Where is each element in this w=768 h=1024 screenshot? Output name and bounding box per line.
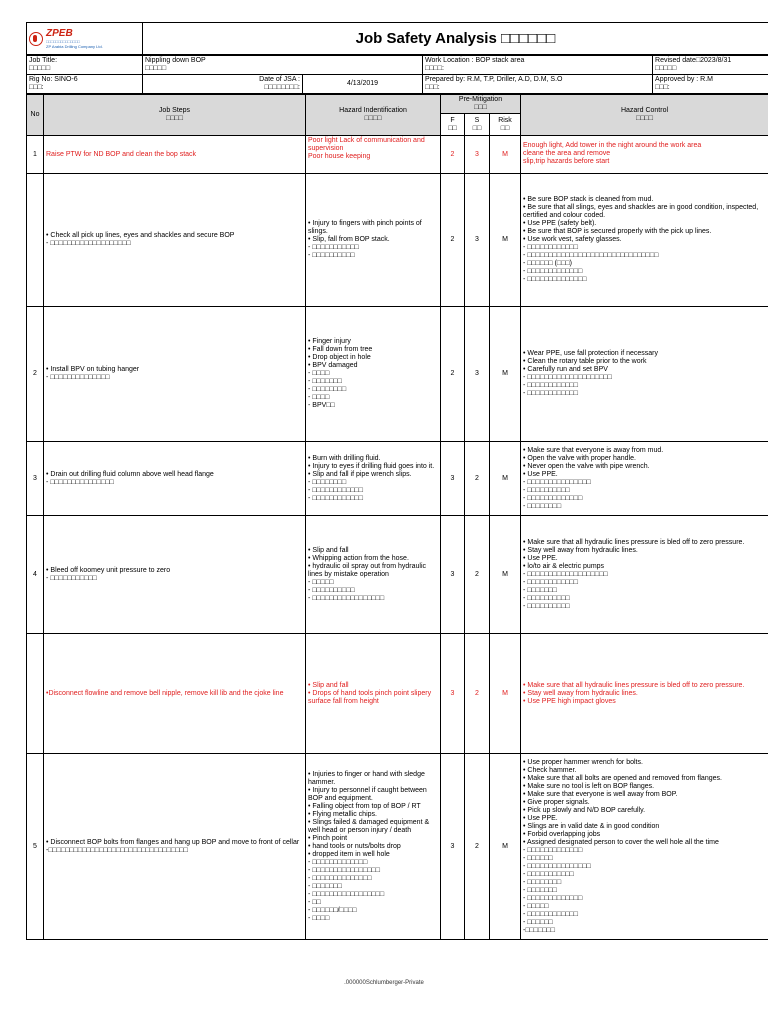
hazard: Poor light Lack of communication and supervision Poor house keeping <box>306 136 441 174</box>
row-number: 3 <box>27 442 44 516</box>
hazard: • Injuries to finger or hand with sledge hammer. • Injury to personnel if caught between BOP and equipment. • Falling object from top of BOP / RT • Flying metallic chips. • Slings failed & damaged equipment & well head or person injury / death • Pinch point • hand tools or nuts/bolts drop • dropped item in well hole - □□□□□□□□□□□□□ - □□□□□□□□□□□□□□□□ - □□□□□□□□□□□□□□ - □□□□□□□ - □□□□□□□□□□□□□□□□□ - □□ - □□□□□□/□□□□ - □□□□ <box>306 754 441 940</box>
hazard-control: • Use proper hammer wrench for bolts. • Check hammer. • Make sure that all bolts are opened and removed from flanges. • Make sure no tool is left on BOP flanges. • Make sure that everyone is well away from BOP. • Give proper signals. • Pick up slowly and N/D BOP carefully. • Use PPE. • Slings are in valid date & in good condition • Forbid overlapping jobs • Assigned designated person to cover the well hole all the time - □□□□□□□□□□□□□ - □□□□□□ - □□□□□□□□□□□□□□□ - □□□□□□□□□□□ - □□□□□□□□ - □□□□□□□ - □□□□□□□□□□□□□ - □□□□□ - □□□□□□□□□□□□ - □□□□□□ -□□□□□□□ <box>521 754 768 940</box>
table-row <box>27 174 768 307</box>
header-table <box>26 22 768 55</box>
column-header-severity: S □□ <box>465 114 490 136</box>
job-step: • Disconnect BOP bolts from flanges and hang up BOP and move to front of cellar -□□□□□□□□□□□□□□□□□□□□□□□□□□□□□□□□□ <box>44 754 306 940</box>
hazard: • Injury to fingers with pinch points of slings. • Slip, fall from BOP stack. - □□□□□□□□□□□ - □□□□□□□□□□ <box>306 174 441 307</box>
table-row <box>27 516 768 634</box>
frequency-value: 2 <box>441 136 465 174</box>
hazard: • Burn with drilling fluid. • Injury to eyes if drilling fluid goes into it. • Slip and fall if pipe wrench slips. - □□□□□□□□ - □□□□□□□□□□□□ - □□□□□□□□□□□□ <box>306 442 441 516</box>
frequency-value: 2 <box>441 307 465 442</box>
logo-emblem-icon <box>29 32 43 46</box>
column-header-frequency: F □□ <box>441 114 465 136</box>
job-title-label: Job Title: □□□□□ <box>27 56 143 75</box>
jsa-date-label: Date of JSA : □□□□□□□□: <box>143 75 303 94</box>
risk-value: M <box>490 307 521 442</box>
hazard-control: Enough light, Add tower in the night around the work area cleane the area and remove slip,trip hazards before start <box>521 136 768 174</box>
table-row <box>27 136 768 174</box>
logo-name: ZPEB <box>46 27 73 39</box>
column-header-risk: Risk □□ <box>490 114 521 136</box>
risk-value: M <box>490 174 521 307</box>
work-location: Work Location : BOP stack area □□□□: <box>423 56 653 75</box>
row-number: 4 <box>27 516 44 634</box>
job-step: • Bleed off koomey unit pressure to zero - □□□□□□□□□□□ <box>44 516 306 634</box>
row-number: 2 <box>27 307 44 442</box>
severity-value: 2 <box>465 516 490 634</box>
hazard: • Slip and fall • Whipping action from the hose. • hydraulic oil spray out from hydraulic lines by mistake operation - □□□□□ - □□□□□□□□□□ - □□□□□□□□□□□□□□□□□ <box>306 516 441 634</box>
risk-value: M <box>490 516 521 634</box>
risk-value: M <box>490 754 521 940</box>
job-step: Raise PTW for ND BOP and clean the bop stack <box>44 136 306 174</box>
risk-value: M <box>490 442 521 516</box>
job-step: •Disconnect flowline and remove bell nipple, remove kill lib and the cjoke line <box>44 634 306 754</box>
severity-value: 2 <box>465 442 490 516</box>
jsa-table <box>26 94 768 940</box>
severity-value: 3 <box>465 307 490 442</box>
column-header-job-steps: Job Steps □□□□ <box>44 95 306 136</box>
severity-value: 2 <box>465 754 490 940</box>
table-row <box>27 754 768 940</box>
job-title-value: Nippling down BOP □□□□□ <box>143 56 423 75</box>
row-number: 1 <box>27 136 44 174</box>
frequency-value: 2 <box>441 174 465 307</box>
frequency-value: 3 <box>441 754 465 940</box>
frequency-value: 3 <box>441 442 465 516</box>
table-row <box>27 634 768 754</box>
company-logo <box>27 23 143 55</box>
table-row <box>27 442 768 516</box>
risk-value: M <box>490 634 521 754</box>
prepared-by: Prepared by: R.M, T.P, Driller, A.D, D.M, S.O □□□: <box>423 75 653 94</box>
hazard-control: • Make sure that all hydraulic lines pressure is bled off to zero pressure. • Stay well away from hydraulic lines. • Use PPE high impact gloves <box>521 634 768 754</box>
severity-value: 2 <box>465 634 490 754</box>
row-number <box>27 174 44 307</box>
frequency-value: 3 <box>441 634 465 754</box>
job-step: • Install BPV on tubing hanger - □□□□□□□□□□□□□□ <box>44 307 306 442</box>
approved-by: Approved by : R.M □□□: <box>653 75 768 94</box>
frequency-value: 3 <box>441 516 465 634</box>
logo-subtitle-cn: □□□□□□□□□□□□□□ <box>46 38 80 44</box>
meta-table <box>26 55 768 94</box>
column-header-no: No <box>27 95 44 136</box>
hazard-control: • Wear PPE, use fall protection if necessary • Clean the rotary table prior to the work • Carefully run and set BPV - □□□□□□□□□□□□□□□□□□□□ - □□□□□□□□□□□□ - □□□□□□□□□□□□ <box>521 307 768 442</box>
hazard-control: • Be sure BOP stack is cleaned from mud. • Be sure that all slings, eyes and shackles are in good condition, inspected, certified and colour coded. • Use PPE (safety belt). • Be sure that BOP is secured properly with the pick up lines. • Use work vest, safety glasses. - □□□□□□□□□□□□ - □□□□□□□□□□□□□□□□□□□□□□□□□□□□□□□ - □□□□□□ (□□□) - □□□□□□□□□□□□□ - □□□□□□□□□□□□□□ <box>521 174 768 307</box>
risk-value: M <box>490 136 521 174</box>
row-number: 5 <box>27 754 44 940</box>
logo-subtitle-en: ZP Arabia Drilling Company Ltd. <box>46 43 103 49</box>
hazard: • Slip and fall • Drops of hand tools pinch point slipery surface fall from height <box>306 634 441 754</box>
row-number <box>27 634 44 754</box>
jsa-date-value: 4/13/2019 <box>303 75 423 94</box>
hazard-control: • Make sure that everyone is away from mud. • Open the valve with proper handle. • Never open the valve with pipe wrench. • Use PPE. - □□□□□□□□□□□□□□□ - □□□□□□□□□□ - □□□□□□□□□□□□□ - □□□□□□□□ <box>521 442 768 516</box>
document-title: Job Safety Analysis □□□□□□ <box>143 23 768 55</box>
job-step: • Check all pick up lines, eyes and shackles and secure BOP - □□□□□□□□□□□□□□□□□□□ <box>44 174 306 307</box>
severity-value: 3 <box>465 174 490 307</box>
hazard-control: • Make sure that all hydraulic lines pressure is bled off to zero pressure. • Stay well away from hydraulic lines. • Use PPE. • lo/to air & electric pumps - □□□□□□□□□□□□□□□□□□□ - □□□□□□□□□□□□ - □□□□□□□ - □□□□□□□□□□ - □□□□□□□□□□ <box>521 516 768 634</box>
column-header-hazard-identification: Hazard Indentification □□□□ <box>306 95 441 136</box>
footer-classification: .000000Schlumberger-Private <box>344 980 424 986</box>
rig-number: Rig No: SINO-6 □□□: <box>27 75 143 94</box>
hazard: • Finger injury • Fall down from tree • Drop object in hole • BPV damaged - □□□□ - □□□□□□□ - □□□□□□□□ - □□□□ - BPV□□ <box>306 307 441 442</box>
revised-date: Revised date□2023/8/31 □□□□□ <box>653 56 768 75</box>
column-header-hazard-control: Hazard Control □□□□ <box>521 95 768 136</box>
job-step: • Drain out drilling fluid column above well head flange - □□□□□□□□□□□□□□□ <box>44 442 306 516</box>
column-header-pre-mitigation: Pre-Mitigation □□□ <box>441 95 521 114</box>
jsa-sheet <box>26 22 768 940</box>
severity-value: 3 <box>465 136 490 174</box>
table-row <box>27 307 768 442</box>
